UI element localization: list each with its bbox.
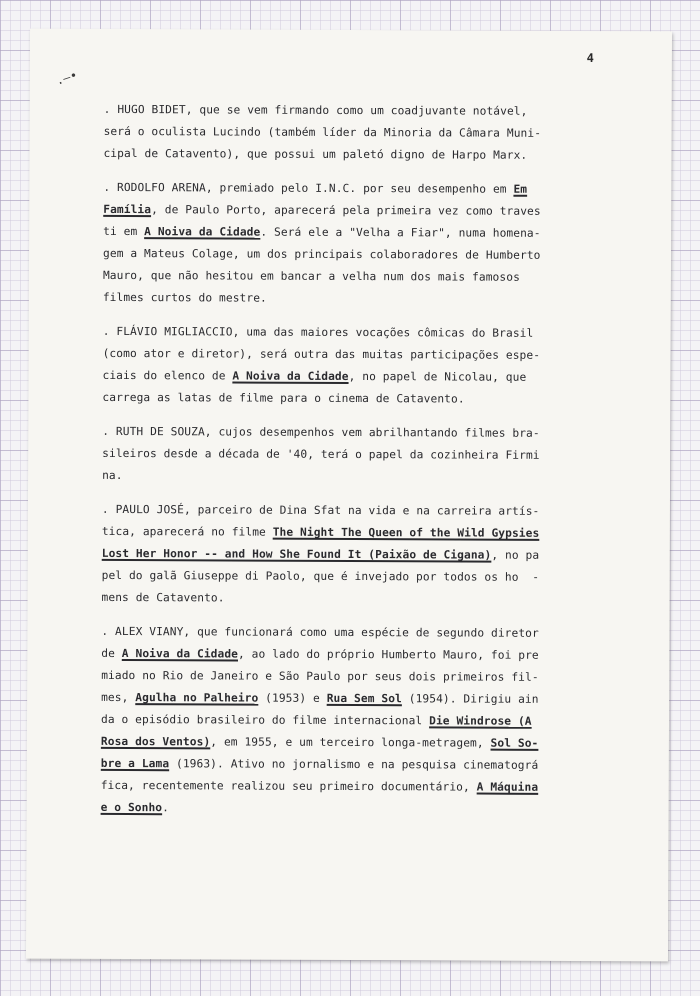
text-line [102, 543, 602, 567]
text-segment: sileiros desde a década de '40, terá o papel da cozinheira Firmi [102, 446, 540, 462]
text-line [103, 143, 603, 167]
text-segment: cipal de Catavento), que possui um paletó digno de Harpo Marx. [103, 146, 528, 162]
text-line [103, 343, 603, 367]
text-segment: . PAULO JOSÉ, parceiro de Dina Sfat na vida e na carreira artís- [101, 502, 540, 518]
underlined-title: A Noiva da Cidade [232, 369, 349, 383]
text-segment: (1954). Dirigiu ain [401, 692, 539, 706]
underlined-title: Família [103, 202, 152, 217]
text-line [101, 621, 601, 645]
text-segment: (1963). Ativo no jornalismo e na pesquisa cinematográ [169, 757, 539, 772]
underlined-title: e o Sonho [100, 800, 163, 815]
text-segment: . FLÁVIO MIGLIACCIO, uma das maiores vocações cômicas do Brasil [102, 324, 534, 340]
typewritten-page [26, 29, 672, 962]
text-line [103, 199, 603, 223]
text-segment: (como ator e diretor), será outra das muitas participações espe- [102, 346, 541, 362]
text-line [101, 753, 601, 777]
paragraph [101, 621, 602, 821]
text-segment: gem a Mateus Colage, um dos principais colaboradores de Humberto [103, 246, 541, 262]
text-segment: miado no Rio de Janeiro e São Paulo por seus dois primeiros fil- [101, 668, 539, 684]
text-line [102, 421, 602, 445]
page-number: 4 [586, 51, 594, 66]
text-segment: Mauro, que não hesitou em bancar a velha num dos mais famosos [102, 268, 520, 284]
underlined-title: A Noiva da Cidade [121, 647, 239, 661]
document-body [101, 99, 604, 833]
underlined-title: The Night The Queen of the Wild Gypsies [272, 525, 540, 540]
text-segment: , ao lado do próprio Humberto Mauro, foi pre [237, 647, 539, 662]
text-segment: . RODOLFO ARENA, premiado pelo I.N.C. por seu desempenho em [103, 180, 514, 196]
paragraph [102, 321, 602, 411]
text-segment: (1953) e [258, 691, 327, 705]
underlined-title: Rua Sem Sol [326, 691, 402, 706]
text-line [102, 365, 602, 389]
underlined-title: Sol So- [490, 736, 539, 750]
underlined-title: A Máquina [476, 780, 539, 794]
paragraph [103, 99, 603, 167]
underlined-title: Lost Her Honor -- and How She Found It (Paixão de Cigana) [101, 546, 492, 562]
text-segment: de [101, 646, 122, 661]
pen-mark: .—• [54, 67, 80, 88]
text-line [103, 287, 603, 311]
underlined-title: Rosa dos Ventos) [100, 734, 211, 749]
text-segment: . [162, 801, 170, 815]
text-segment: ti em [103, 224, 145, 239]
text-segment: . RUTH DE SOUZA, cujos desempenhos vem abrilhantando filmes bra- [102, 424, 540, 440]
text-line [101, 687, 601, 711]
text-segment: da o episódio brasileiro do filme internacional [100, 712, 430, 728]
text-segment: , no pa [491, 548, 540, 562]
text-segment: . ALEX VIANY, que funcionará como uma espécie de segundo diretor [101, 624, 539, 640]
underlined-title: Agulha no Palheiro [135, 691, 259, 705]
underlined-title: Die Windrose (A [429, 714, 532, 728]
text-line [101, 709, 601, 733]
text-line [103, 265, 603, 289]
text-segment: . Será ele a "Velha a Fiar", numa homena- [260, 225, 541, 240]
text-segment: será o oculista Lucindo (também líder da Minoria da Câmara Muni- [103, 124, 542, 140]
text-segment: mes, [101, 690, 136, 705]
text-segment: pel do galã Giuseppe di Paolo, que é invejado por todos os ho - [101, 568, 540, 584]
underlined-title: A Noiva da Cidade [144, 225, 261, 239]
text-segment: carrega as latas de filme para o cinema de Catavento. [102, 390, 465, 406]
text-line [102, 587, 602, 611]
text-line [104, 99, 604, 123]
text-line [103, 321, 603, 345]
text-segment: fica, recentemente realizou seu primeiro documentário, [100, 778, 477, 794]
text-line [103, 177, 603, 201]
text-line [102, 387, 602, 411]
paragraph [103, 177, 604, 311]
text-line [102, 443, 602, 467]
underlined-title: bre a Lama [100, 756, 170, 771]
text-line [104, 121, 604, 145]
text-segment: . HUGO BIDET, que se vem firmando como um coadjuvante notável, [103, 102, 528, 118]
text-line [101, 731, 601, 755]
text-segment: , de Paulo Porto, aparecerá pela primeira vez como traves [151, 203, 541, 218]
text-line [101, 775, 601, 799]
text-segment: tica, aparecerá no filme [101, 524, 273, 539]
text-segment: filmes curtos do mestre. [102, 290, 267, 305]
text-line [102, 465, 602, 489]
text-line [103, 243, 603, 267]
paragraph [102, 421, 602, 489]
text-line [102, 521, 602, 545]
text-segment: na. [102, 468, 123, 483]
text-segment: ciais do elenco de [102, 368, 233, 383]
text-line [101, 797, 601, 821]
text-segment: , em 1955, e um terceiro longa-metragem, [210, 735, 491, 750]
underlined-title: Em [513, 182, 528, 196]
text-line [103, 221, 603, 245]
text-line [102, 499, 602, 523]
text-line [102, 565, 602, 589]
text-line [101, 665, 601, 689]
text-line [101, 643, 601, 667]
paragraph [102, 499, 602, 611]
text-segment: , no papel de Nicolau, que [348, 369, 527, 384]
text-segment: mens de Catavento. [101, 590, 225, 605]
